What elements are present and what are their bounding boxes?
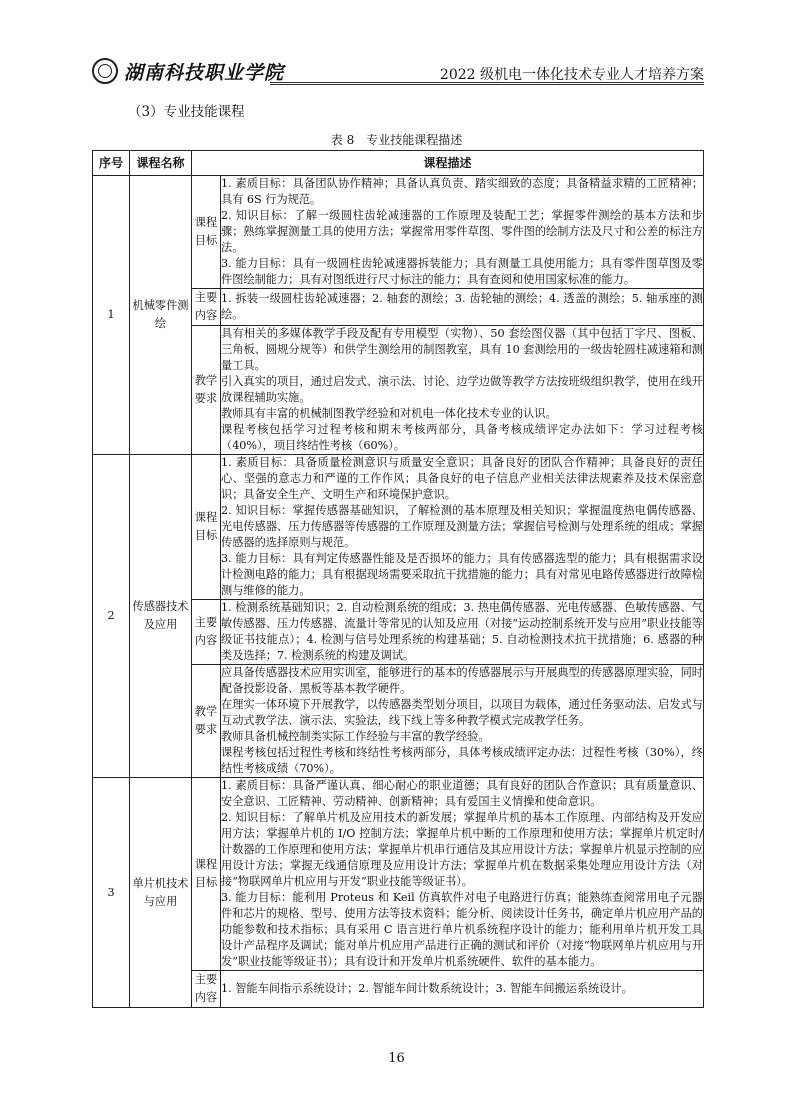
row-label: 课程目标: [192, 778, 221, 971]
description-line: 1. 拆装一级圆柱齿轮减速器；2. 轴套的测绘；3. 齿轮轴的测绘；4. 透盖的测绘；5. 轴承座的测绘。: [221, 292, 703, 321]
column-header-desc: 课程描述: [192, 151, 704, 176]
row-description: [221, 176, 704, 289]
row-label: 教学要求: [192, 326, 221, 455]
page-header: [92, 56, 704, 86]
school-name: 湖南科技职业学院: [124, 61, 285, 84]
description-line: 课程考核包括过程性考核和终结性考核两部分，具体考核成绩评定办法：过程性考核（30%），终结性考核成绩（70%）。: [221, 746, 703, 775]
description-line: 课程考核包括学习过程考核和期末考核两部分，具备考核成绩评定办法如下：学习过程考核（40%），项目终结性考核（60%）。: [221, 423, 703, 452]
column-header-name: 课程名称: [130, 151, 192, 176]
description-line: 3. 能力目标：具有一级圆柱齿轮减速器拆装能力；具有测量工具使用能力；具有零件图草图及零件图绘制能力；具有对图纸进行尺寸标注的能力；具有查阅和使用国家标准的能力。: [221, 257, 703, 286]
description-line: 2. 知识目标：了解单片机及应用技术的新发展；掌握单片机的基本工作原理、内部结构及开发应用方法；掌握单片机的 I/O 控制方法；掌握单片机中断的工作原理和使用方法；掌握单片机定时/计数器的工作原理和使用方法；掌握单片机串行通信及其应用设计方法；掌握单片机显示控制的应用设计方法；掌握无线通信原理及应用设计方法；掌握单片机在数据采集处理应用设计方法（对接“物联网单片机应用与开发”职业技能等级证书）。: [221, 811, 703, 888]
school-seal-icon: [92, 58, 118, 84]
row-description: [221, 971, 704, 1008]
description-line: 引入真实的项目，通过启发式、演示法、讨论、边学边做等教学方法按班级组织教学，使用在线开放课程辅助实施。: [221, 375, 703, 404]
column-header-no: 序号: [93, 151, 130, 176]
row-description: [221, 289, 704, 326]
table-body: [93, 176, 704, 1008]
course-number: 3: [93, 778, 130, 1008]
row-label: 主要内容: [192, 600, 221, 665]
page-number: 16: [388, 1051, 405, 1066]
section-title: （3）专业技能课程: [128, 104, 245, 120]
course-name: 单片机技术与应用: [130, 778, 192, 1008]
description-line: 教师具有丰富的机械制图教学经验和对机电一体化技术专业的认识。: [221, 407, 557, 420]
course-number: 1: [93, 176, 130, 455]
course-number: 2: [93, 455, 130, 778]
row-description: [221, 600, 704, 665]
table-row: [93, 778, 704, 971]
description-line: 具有相关的多媒体教学手段及配有专用模型（实物）、50 套绘图仪器（其中包括丁字尺、图板、三角板、圆规分规等）和供学生测绘用的制图教室，具有 10 套测绘用的一级齿轮圆柱减速箱和测量工具。: [221, 327, 703, 372]
description-line: 1. 智能车间指示系统设计；2. 智能车间计数系统设计；3. 智能车间搬运系统设计。: [221, 982, 633, 995]
row-description: [221, 778, 704, 971]
description-line: 1. 素质目标：具备严谨认真、细心耐心的职业道德；具有良好的团队合作意识；具有质量意识、安全意识、工匠精神、劳动精神、创新精神；具有爱国主义情操和使命意识。: [221, 779, 703, 808]
header-rule-thin: [270, 84, 704, 85]
description-line: 3. 能力目标：具有判定传感器性能及是否损坏的能力；具有传感器选型的能力；具有根据需求设计检测电路的能力；具有根据现场需要采取抗干扰措施的能力；具有对常见电路传感器进行故障检测与维修的能力。: [221, 552, 703, 597]
description-line: 1. 素质目标：具备团队协作精神；具备认真负责、踏实细致的态度；具备精益求精的工匠精神；具有 6S 行为规范。: [221, 177, 703, 206]
description-line: 2. 知识目标：了解一级圆柱齿轮减速器的工作原理及装配工艺；掌握零件测绘的基本方法和步骤；熟练掌握测量工具的使用方法；掌握常用零件草图、零件图的绘制方法及尺寸和公差的标注方法。: [221, 209, 703, 254]
row-label: 课程目标: [192, 455, 221, 600]
table-header-row: [93, 151, 704, 176]
school-logo: [92, 56, 284, 86]
description-line: 1. 素质目标：具备质量检测意识与质量安全意识；具备良好的团队合作精神；具备良好的责任心、坚强的意志力和严谨的工作作风；具备良好的电子信息产业相关法律法规素养及技术保密意识；具备安全生产、文明生产和环境保护意识。: [221, 456, 703, 501]
table-caption: 表 8 专业技能课程描述: [330, 133, 463, 147]
description-line: 1. 检测系统基础知识；2. 自动检测系统的组成；3. 热电偶传感器、光电传感器、色敏传感器、气敏传感器、压力传感器、流量计等常见的认知及应用（对接“运动控制系统开发与应用”职业技能等级证书技能点）；4. 检测与信号处理系统的构建基础；5. 自动检测技术抗干扰措施；6. 感器的种类及选择；7. 检测系统的构建及调试。: [221, 601, 703, 662]
row-description: [221, 455, 704, 600]
row-label: 主要内容: [192, 289, 221, 326]
description-line: 3. 能力目标：能利用 Proteus 和 Keil 仿真软件对电子电路进行仿真；能熟练查阅常用电子元器件和芯片的规格、型号、使用方法等技术资料；能分析、阅读设计任务书，确定单片机应用产品的功能参数和技术指标；具有采用 C 语言进行单片机系统程序设计的能力；能利用单片机开发工具设计产品程序及调试；能对单片机应用产品进行正确的测试和评价（对接“物联网单片机应用与开发”职业技能等级证书）；具有设计和开发单片机系统硬件、软件的基本能力。: [221, 891, 703, 968]
table-row: [93, 176, 704, 289]
description-line: 应具备传感器技术应用实训室，能够进行的基本的传感器展示与开展典型的传感器原理实验，同时配备投影设备、黑板等基本教学硬件。: [221, 666, 703, 695]
row-label: 主要内容: [192, 971, 221, 1008]
course-name: 机械零件测绘: [130, 176, 192, 455]
course-description-table: [92, 150, 704, 1008]
row-label: 教学要求: [192, 665, 221, 778]
row-label: 课程目标: [192, 176, 221, 289]
description-line: 教师具备机械控制类实际工作经验与丰富的教学经验。: [221, 730, 490, 743]
table-row: [93, 455, 704, 600]
description-line: 在理实一体环境下开展教学，以传感器类型划分项目，以项目为载体，通过任务驱动法、启发式与互动式教学法、演示法、实验法，线下线上等多种教学模式完成教学任务。: [221, 698, 703, 727]
description-line: 2. 知识目标：掌握传感器基础知识，了解检测的基本原理及相关知识；掌握温度热电偶传感器、光电传感器、压力传感器等传感器的工作原理及测量方法；掌握信号检测与处理系统的组成；掌握传感器的选择原则与规范。: [221, 504, 703, 549]
row-description: [221, 326, 704, 455]
course-name: 传感器技术及应用: [130, 455, 192, 778]
document-title: 2022 级机电一体化技术专业人才培养方案: [439, 67, 704, 83]
row-description: [221, 665, 704, 778]
